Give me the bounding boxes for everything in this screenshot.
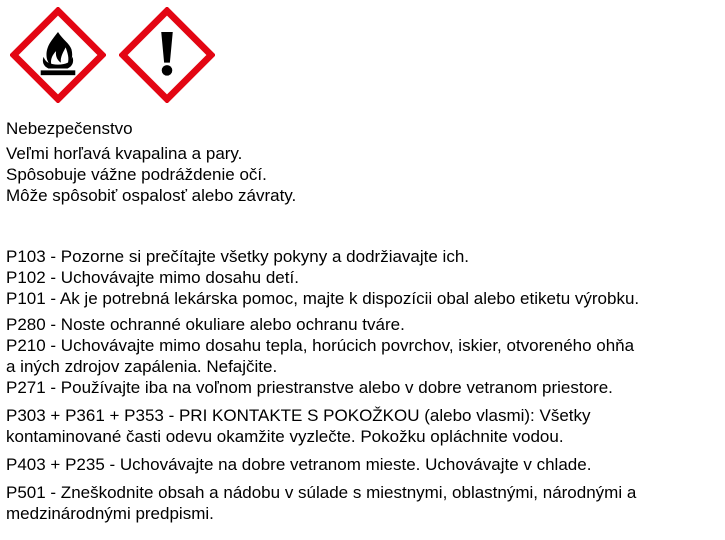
exclamation-icon bbox=[119, 7, 215, 103]
precautionary-statement bbox=[6, 377, 718, 398]
hazard-statement: Veľmi horľavá kvapalina a pary. bbox=[6, 144, 243, 163]
statement-line: P102 - Uchovávajte mimo dosahu detí. bbox=[6, 268, 299, 287]
precautionary-statement bbox=[6, 267, 718, 288]
precautionary-statement bbox=[6, 405, 718, 447]
signal-word: Nebezpečenstvo bbox=[6, 119, 133, 138]
statement-line: P501 - Zneškodnite obsah a nádobu v súlade s miestnymi, oblastnými, národnými a bbox=[6, 483, 637, 502]
statement-line: a iných zdrojov zapálenia. Nefajčite. bbox=[6, 357, 278, 376]
hazard-statement: Spôsobuje vážne podráždenie očí. bbox=[6, 165, 267, 184]
flame-icon bbox=[10, 7, 106, 103]
statement-line: kontaminované časti odevu okamžite vyzlečte. Pokožku opláchnite vodou. bbox=[6, 427, 564, 446]
statement-line: P280 - Noste ochranné okuliare alebo ochranu tváre. bbox=[6, 315, 405, 334]
precautionary-statement bbox=[6, 335, 718, 377]
flame-pictogram-icon bbox=[10, 7, 106, 103]
statement-line: P303 + P361 + P353 - PRI KONTAKTE S POKOŽKOU (alebo vlasmi): Všetky bbox=[6, 406, 591, 425]
statement-line: P210 - Uchovávajte mimo dosahu tepla, horúcich povrchov, iskier, otvoreného ohňa bbox=[6, 336, 635, 355]
precautionary-statement bbox=[6, 314, 718, 335]
precautionary-statement bbox=[6, 482, 718, 524]
statement-line: P403 + P235 - Uchovávajte na dobre vetranom mieste. Uchovávajte v chlade. bbox=[6, 455, 592, 474]
precautionary-statement bbox=[6, 454, 718, 475]
hazard-statement: Môže spôsobiť ospalosť alebo závraty. bbox=[6, 186, 297, 205]
precautionary-statements bbox=[6, 246, 718, 524]
statement-line: P271 - Používajte iba na voľnom priestranstve alebo v dobre vetranom priestore. bbox=[6, 378, 613, 397]
precautionary-statement bbox=[6, 288, 718, 309]
label-text bbox=[6, 118, 718, 524]
statement-line: P101 - Ak je potrebná lekárska pomoc, majte k dispozícii obal alebo etiketu výrobku. bbox=[6, 289, 640, 308]
hazard-statements bbox=[6, 143, 718, 206]
precautionary-statement bbox=[6, 246, 718, 267]
statement-line: P103 - Pozorne si prečítajte všetky pokyny a dodržiavajte ich. bbox=[6, 247, 470, 266]
exclamation-pictogram-icon bbox=[119, 7, 215, 103]
statement-line: medzinárodnými predpismi. bbox=[6, 504, 214, 523]
ghs-pictogram-row bbox=[0, 0, 725, 110]
